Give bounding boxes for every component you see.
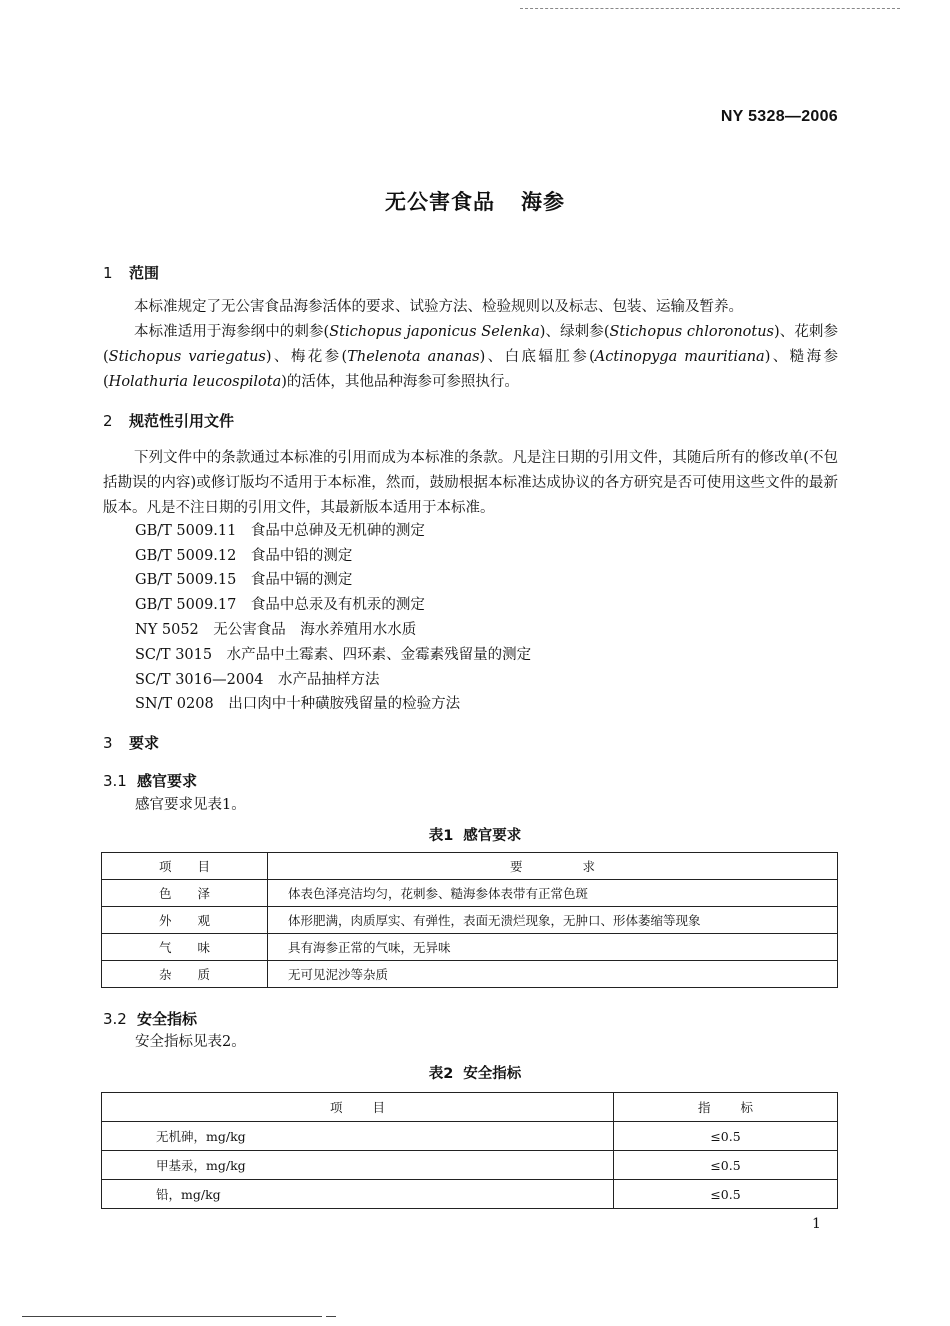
- table-row: [102, 1122, 838, 1151]
- table-row: [102, 934, 838, 961]
- title-part-2: 海参: [521, 190, 565, 214]
- section-3-2-heading: [103, 1008, 197, 1029]
- header-item: 项目: [102, 853, 268, 880]
- requirement-cell: 无可见泥沙等杂质: [268, 961, 838, 988]
- table-header-row: [102, 853, 838, 880]
- indicator-cell: ≤0.5: [614, 1151, 838, 1180]
- table-header-row: [102, 1093, 838, 1122]
- reference-item: SN/T 0208 出口肉中十种磺胺残留量的检验方法: [135, 696, 461, 712]
- table-row: [102, 961, 838, 988]
- scan-artifact-bottom-2: [326, 1316, 336, 1317]
- item-cell: 铅，mg/kg: [102, 1180, 614, 1209]
- section-1-heading: [103, 262, 159, 283]
- item-cell: 外观: [102, 907, 268, 934]
- table-title: 安全指标: [463, 1066, 522, 1082]
- title-part-1: 无公害食品: [385, 190, 495, 214]
- section-label: 感官要求: [137, 772, 198, 790]
- scope-text: )、梅花参(: [265, 349, 348, 365]
- section-number: 3.2: [103, 1010, 127, 1028]
- scope-text: )、花刺参(: [103, 324, 838, 365]
- scope-paragraph-1: 本标准规定了无公害食品海参活体的要求、试验方法、检验规则以及标志、包装、运输及暂养。: [134, 299, 743, 315]
- section-2-heading: [103, 410, 234, 431]
- header-requirement: 要求: [268, 853, 838, 880]
- species-name: Holathuria leucospilota: [108, 374, 282, 390]
- scope-text: )、绿刺参(: [539, 324, 610, 340]
- scope-text: )的活体，其他品种海参可参照执行。: [281, 374, 519, 390]
- section-number: 3.1: [103, 772, 127, 790]
- item-cell: 甲基汞，mg/kg: [102, 1151, 614, 1180]
- reference-item: GB/T 5009.17 食品中总汞及有机汞的测定: [135, 597, 425, 613]
- header-item: 项目: [102, 1093, 614, 1122]
- species-name: Thelenota ananas: [347, 349, 480, 365]
- section-3-1-heading: [103, 770, 197, 791]
- table-row: [102, 1151, 838, 1180]
- document-title: [0, 186, 950, 216]
- table-number: 表2: [428, 1066, 454, 1082]
- item-cell: 色泽: [102, 880, 268, 907]
- section-3-heading: [103, 732, 159, 753]
- table-row: [102, 907, 838, 934]
- scope-text: 本标准适用于海参纲中的刺参(: [134, 324, 330, 340]
- scope-text: )、糙海参(: [103, 349, 838, 390]
- section-label: 安全指标: [137, 1010, 198, 1028]
- species-name: Actinopyga mauritiana: [594, 349, 765, 365]
- section-number: 3: [103, 734, 113, 752]
- requirement-cell: 体表色泽亮洁均匀，花刺参、糙海参体表带有正常色斑: [268, 880, 838, 907]
- scan-artifact-top: [520, 8, 900, 10]
- species-name: Stichopus japonicus Selenka: [329, 324, 540, 340]
- indicator-cell: ≤0.5: [614, 1180, 838, 1209]
- reference-item: SC/T 3016—2004 水产品抽样方法: [135, 672, 380, 688]
- standard-number: NY 5328—2006: [720, 108, 838, 125]
- sensory-table: [101, 852, 838, 988]
- reference-item: NY 5052 无公害食品 海水养殖用水水质: [135, 622, 417, 638]
- section-number: 1: [103, 264, 113, 282]
- safety-table: [101, 1092, 838, 1209]
- reference-item: SC/T 3015 水产品中土霉素、四环素、金霉素残留量的测定: [135, 647, 532, 663]
- item-cell: 无机砷，mg/kg: [102, 1122, 614, 1151]
- scope-paragraph-2: [103, 320, 838, 395]
- reference-item: GB/T 5009.11 食品中总砷及无机砷的测定: [135, 523, 425, 539]
- header-indicator: 指标: [614, 1093, 838, 1122]
- scan-artifact-bottom: [22, 1316, 322, 1317]
- requirement-cell: 具有海参正常的气味，无异味: [268, 934, 838, 961]
- page-number: 1: [812, 1216, 821, 1232]
- reference-item: GB/T 5009.12 食品中铅的测定: [135, 548, 353, 564]
- table-2-caption: [0, 1062, 950, 1083]
- indicator-cell: ≤0.5: [614, 1122, 838, 1151]
- table-row: [102, 880, 838, 907]
- species-name: Stichopus variegatus: [108, 349, 266, 365]
- scope-text: )、白底辐肛参(: [479, 349, 595, 365]
- item-cell: 气味: [102, 934, 268, 961]
- reference-item: GB/T 5009.15 食品中镉的测定: [135, 572, 353, 588]
- section-label: 要求: [129, 734, 160, 752]
- requirement-cell: 体形肥满，肉质厚实、有弹性，表面无溃烂现象，无肿口、形体萎缩等现象: [268, 907, 838, 934]
- references-intro: 下列文件中的条款通过本标准的引用而成为本标准的条款。凡是注日期的引用文件，其随后所有的修改单(不包括勘误的内容)或修订版均不适用于本标准，然而，鼓励根据本标准达成协议的各方研究是否可使用这些文件的最新版本。凡是不注日期的引用文件，其最新版本适用于本标准。: [103, 450, 838, 516]
- sensory-intro: 感官要求见表1。: [135, 797, 246, 813]
- section-label: 范围: [129, 264, 160, 282]
- species-name: Stichopus chloronotus: [609, 324, 775, 340]
- section-label: 规范性引用文件: [129, 412, 235, 430]
- table-number: 表1: [428, 828, 454, 844]
- table-1-caption: [0, 824, 950, 845]
- item-cell: 杂质: [102, 961, 268, 988]
- section-number: 2: [103, 412, 113, 430]
- safety-intro: 安全指标见表2。: [135, 1034, 246, 1050]
- table-row: [102, 1180, 838, 1209]
- table-title: 感官要求: [463, 828, 522, 844]
